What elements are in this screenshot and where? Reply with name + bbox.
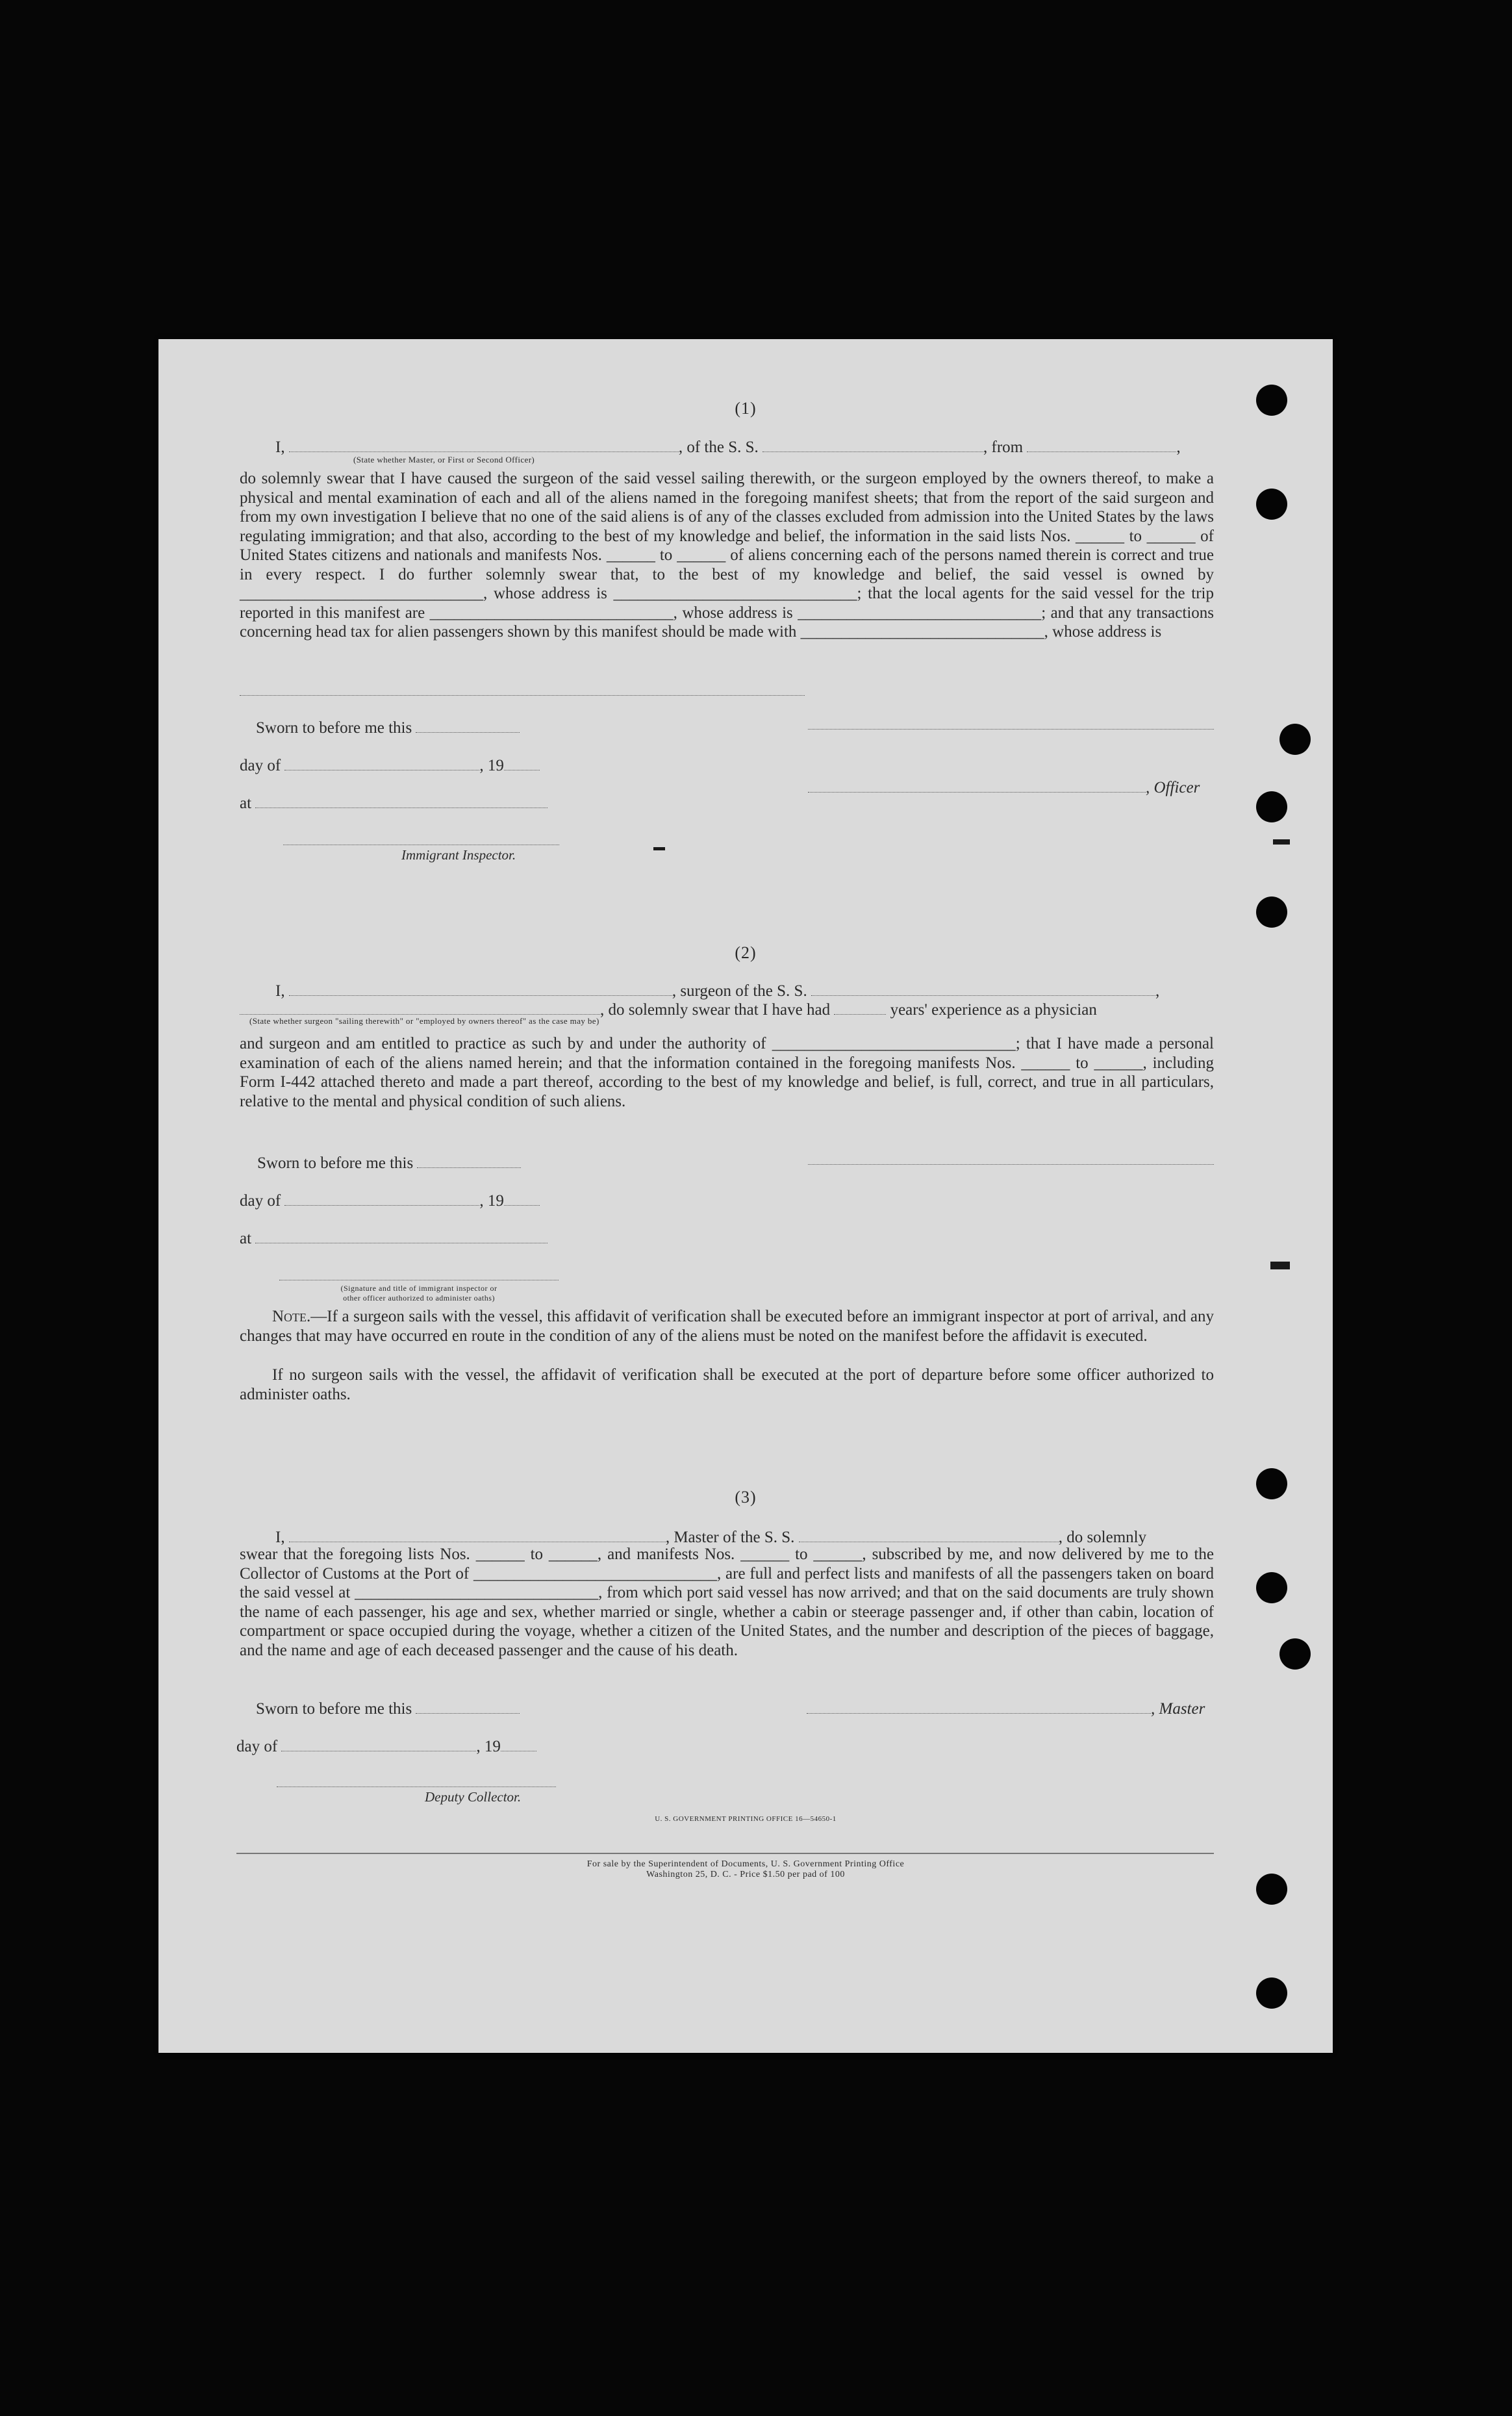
of-the-ss-label: , of the S. S. [678,439,759,456]
month-field[interactable] [284,1189,479,1206]
section-2-body: and surgeon and am entitled to practice as such by and under the authority of ______________________________; that I have made a personal examination of each of the aliens named herein; and that the information contained in the foregoing manifests Nos. ______ to ______, including Form I-442 attached thereto and made a part thereof, according to the best of my knowledge and belief, is full, correct, and true in all particulars, relative to the mental and physical condition of such aliens. [240,1035,1214,1110]
sale-line-1: For sale by the Superintendent of Documents, U. S. Government Printing Office [586,1859,905,1869]
ink-mark [1270,1262,1290,1269]
ship-name-field[interactable] [762,435,983,452]
year-field[interactable] [504,1189,540,1206]
solemnly-label: , do solemnly [1058,1529,1147,1546]
month-field[interactable] [281,1735,476,1751]
inspector-label: Immigrant Inspector. [401,847,516,863]
years-field[interactable] [834,998,886,1015]
punch-hole [1279,1638,1311,1670]
day-of-label: day of [236,1738,278,1755]
day-of-label: day of [240,757,281,774]
form-sheet [158,339,1333,2053]
officer-note: (State whether Master, or First or Second Officer) [353,455,535,464]
sailing-status-field[interactable] [240,998,600,1015]
signature-line[interactable] [808,729,1214,730]
ink-mark [1273,839,1290,845]
month-field[interactable] [284,754,479,770]
section-1-body: do solemnly swear that I have caused the surgeon of the said vessel sailing therewith, or the surgeon employed by the owners thereof, to make a physical and mental examination of each and all of the aliens named in the foregoing manifest sheets; that from the report of the said surgeon and from my own investigation I believe that no one of the said aliens is of any of the classes excluded from admission into the United States by the laws regulating immigration; and that also, according to the best of my knowledge and belief, the information in the said lists Nos. ______ to ______ of United States citizens and nationals and manifests Nos. ______ to ______ of aliens concerning each of the persons named therein is correct and true in every respect. I do further solemnly swear that, to the best of my knowledge and belief, the said vessel is owned by ______________________________, whose address is ______________________________; that the local agents for the said vessel for the trip reported in this manifest are ______________________________, whose address is ______________________________; and that any transactions concerning head tax for alien passengers shown by this manifest should be made with ______________________________, whose address is [240,470,1214,641]
punch-hole [1256,1977,1287,2009]
master-label: , Master [1151,1700,1205,1718]
sworn-label: Sworn to before me this [256,1700,412,1718]
from-label: , from [983,439,1024,456]
note-paragraph-2: If no surgeon sails with the vessel, the affidavit of verification shall be executed at the port of departure before some officer authorized to administer oaths. [240,1366,1214,1403]
year-field[interactable] [501,1735,536,1751]
officer-line [808,776,1200,797]
at-place-field[interactable] [255,1227,548,1243]
ink-mark [653,847,665,850]
at-label: at [240,795,252,812]
sworn-label: Sworn to before me this [256,719,412,737]
year-label: , 19 [479,757,504,774]
sailing-note: (State whether surgeon "sailing therewith" or "employed by owners thereof" as the case may be) [249,1016,599,1026]
at-line [240,1227,548,1248]
signature-note-1: (Signature and title of immigrant inspector or [340,1284,498,1293]
sworn-line [256,716,520,737]
sale-line-2: Washington 25, D. C. - Price $1.50 per pad of 100 [646,1870,845,1879]
punch-hole [1256,896,1287,928]
sworn-day-field[interactable] [417,1151,521,1168]
opening-i: I, [275,439,285,456]
day-of-line [240,754,540,775]
section-1-opening: I, , of the S. S. , from , [275,435,1181,457]
punch-hole [1256,791,1287,822]
master-name-field[interactable] [289,1525,666,1542]
sworn-day-field[interactable] [416,1697,520,1714]
at-line [240,791,548,813]
section-2-opening: I, , surgeon of the S. S. , [275,979,1159,1000]
master-of-label: , Master of the S. S. [665,1529,795,1546]
master-signature-field[interactable] [807,1697,1151,1714]
sworn-label: Sworn to before me this [257,1154,414,1172]
note-text: —If a surgeon sails with the vessel, this affidavit of verification shall be executed before an immigrant inspector at port of arrival, and any changes that may have occurred en route in the condition of any of the aliens must be noted on the manifest before the affidavit is executed. [240,1308,1214,1345]
year-field[interactable] [504,754,540,770]
day-of-label: day of [240,1192,281,1210]
opening-i: I, [275,982,285,1000]
sworn-line [257,1151,521,1173]
note-label: Note. [272,1308,311,1325]
collector-label: Deputy Collector. [425,1789,522,1805]
officer-name-field[interactable] [289,435,679,452]
at-place-field[interactable] [255,791,548,808]
section-2-number: (2) [735,943,757,962]
address-rule [240,695,805,696]
surgeon-name-field[interactable] [289,979,672,996]
punch-hole [1279,724,1311,755]
officer-signature-field[interactable] [808,776,1146,793]
year-label: , 19 [476,1738,501,1755]
surgeon-signature-line[interactable] [808,1164,1214,1165]
officer-label: , Officer [1146,779,1200,796]
day-of-line [240,1189,540,1210]
punch-hole [1256,489,1287,520]
at-label: at [240,1230,252,1247]
sworn-day-field[interactable] [416,716,520,733]
footer-rule [236,1853,1214,1854]
ship-name-field[interactable] [811,979,1155,996]
gpo-imprint: U. S. GOVERNMENT PRINTING OFFICE 16—54650-1 [655,1815,837,1823]
opening-i: I, [275,1529,285,1546]
signature-note-2: other officer authorized to administer oaths) [343,1293,495,1303]
swear-label: , do solemnly swear that I have had [600,1001,831,1019]
master-line [807,1697,1205,1718]
day-of-line [236,1735,536,1756]
sworn-line [256,1697,520,1718]
punch-hole [1256,1572,1287,1603]
from-port-field[interactable] [1027,435,1176,452]
note-paragraph [240,1307,1214,1345]
section-1-number: (1) [735,399,757,418]
year-label: , 19 [479,1192,504,1210]
years-label: years' experience as a physician [890,1001,1097,1019]
section-3-opening [275,1525,1146,1547]
ship-name-field[interactable] [799,1525,1059,1542]
section-3-number: (3) [735,1488,757,1507]
section-3-body: swear that the foregoing lists Nos. ______ to ______, and manifests Nos. ______ to ______, subscribed by me, and now delivered by me to the Collector of Customs at the Port of ______________________________, are full and perfect lists and manifests of all the passengers taken on board the said vessel at ______________________________, from which port said vessel has now arrived; and that on the said documents are truly shown the name of each passenger, his age and sex, whether married or single, whether a cabin or steerage passenger and, if other than cabin, location of compartment or space occupied during the voyage, whether a citizen of the United States, and the number and description of the pieces of baggage, and the name and age of each deceased passenger and the cause of his death. [240,1545,1214,1659]
surgeon-of-label: , surgeon of the S. S. [672,982,807,1000]
